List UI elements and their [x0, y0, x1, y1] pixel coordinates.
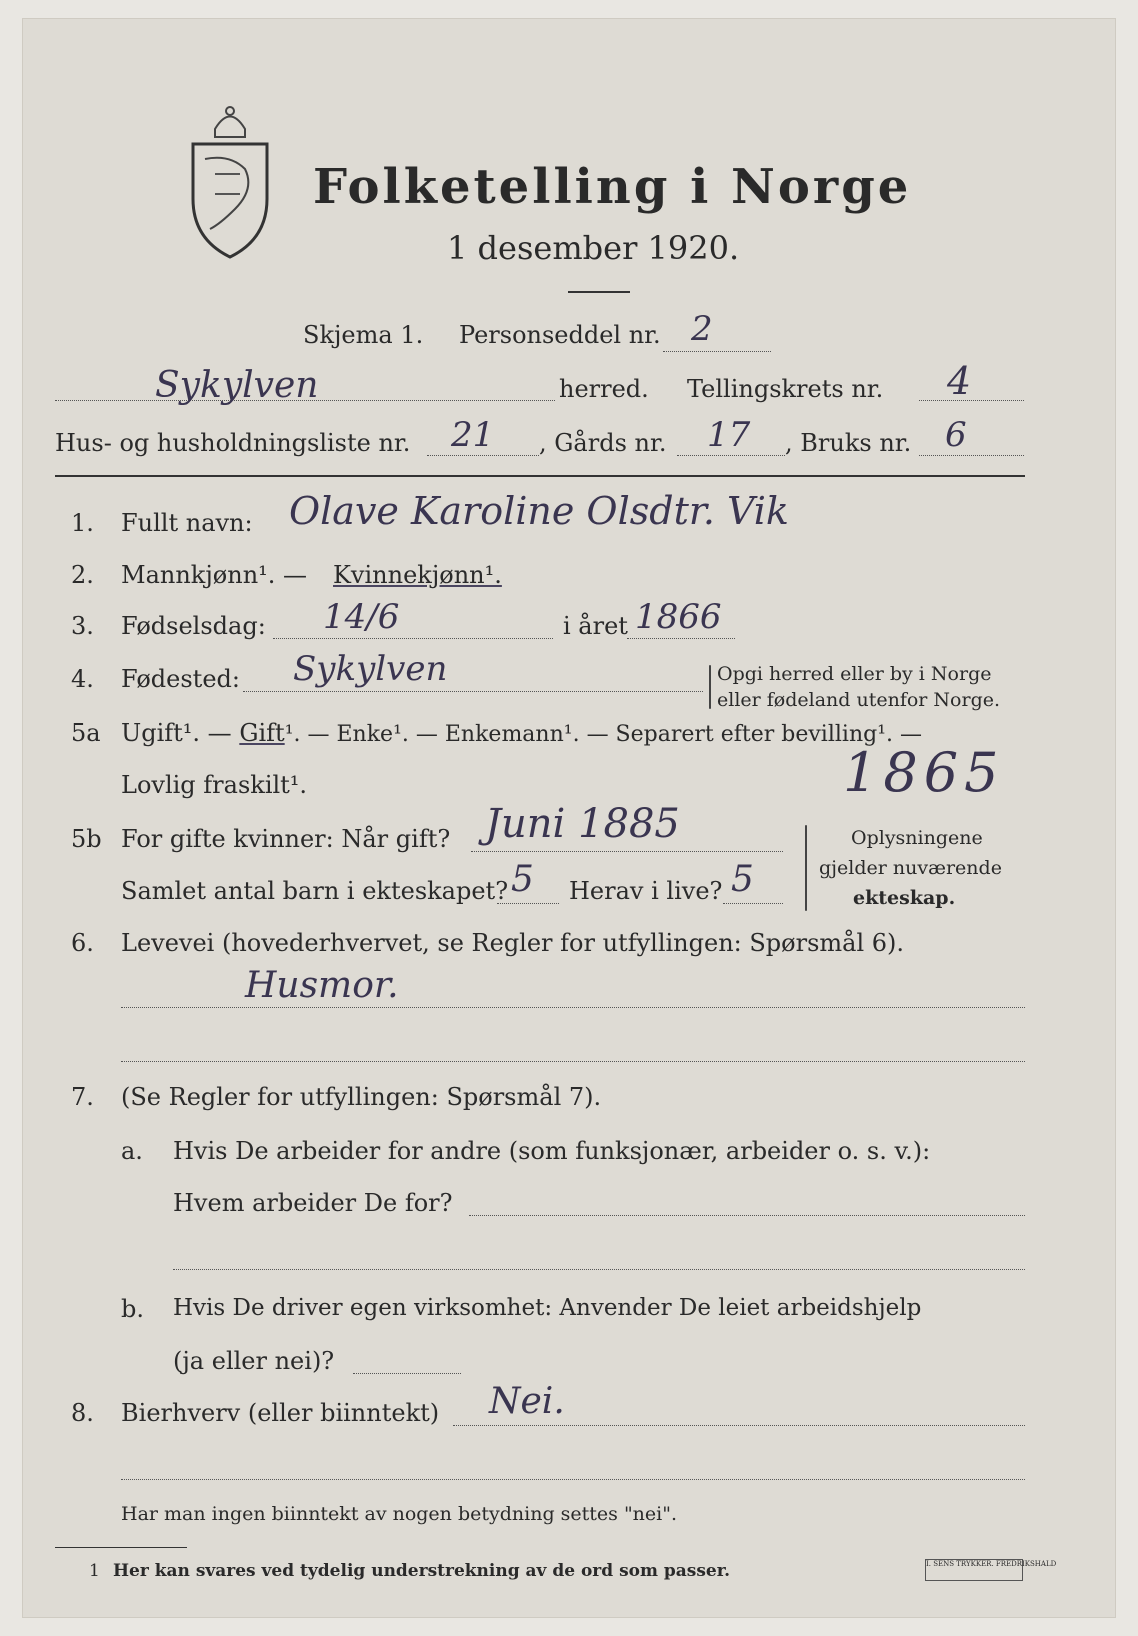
q7-number: 7. [71, 1083, 94, 1111]
mannkjonn-option[interactable]: Mannkjønn¹. — [121, 561, 308, 589]
hired-help-label: (ja eller nei)? [173, 1347, 335, 1375]
q3-number: 3. [71, 612, 94, 640]
q7b-number: b. [121, 1295, 144, 1323]
marriage-note-3: ekteskap. [853, 887, 956, 909]
children-alive-label: Herav i live? [569, 877, 723, 905]
married-when-value[interactable]: Juni 1885 [485, 801, 680, 847]
herred-value[interactable]: Sykylven [155, 365, 319, 406]
gards-label: , Gårds nr. [539, 429, 667, 457]
year-label: i året [563, 612, 628, 640]
gards-value[interactable]: 17 [707, 415, 751, 455]
q6-number: 6. [71, 929, 94, 957]
bruks-value[interactable]: 6 [945, 415, 967, 455]
form-title: Folketelling i Norge [313, 159, 912, 215]
husholdning-label: Hus- og husholdningsliste nr. [55, 429, 411, 457]
q7-label: (Se Regler for utfyllingen: Spørsmål 7). [121, 1083, 602, 1111]
hired-help-field[interactable] [353, 1373, 461, 1374]
side-income-value[interactable]: Nei. [489, 1381, 565, 1422]
personseddel-value[interactable]: 2 [691, 309, 713, 349]
margin-year-note: 1865 [843, 741, 1005, 804]
birthplace-note-2: eller fødeland utenfor Norge. [717, 689, 1001, 711]
ugift-option[interactable]: Ugift¹. — [121, 719, 232, 747]
census-form [22, 18, 1116, 1618]
children-total-label: Samlet antal barn i ekteskapet? [121, 877, 509, 905]
q7b-text: Hvis De driver egen virksomhet: Anvender De leiet arbeidshjelp [173, 1295, 922, 1321]
footnote-mark: 1 [89, 1561, 100, 1581]
personseddel-label: Personseddel nr. [459, 321, 661, 349]
q2-number: 2. [71, 561, 94, 589]
gift-option-underlined[interactable]: Gift [239, 719, 285, 747]
employer-field[interactable] [469, 1215, 1025, 1216]
printer-stamp: I. SENS TRYKKER. FREDRIKSHALD [925, 1559, 1023, 1581]
lovlig-fraskilt-option[interactable]: Lovlig fraskilt¹. [121, 771, 308, 799]
full-name-value[interactable]: Olave Karoline Olsdtr. Vik [289, 489, 789, 533]
tellingskrets-value[interactable]: 4 [947, 359, 972, 403]
q8-label: Bierhverv (eller biinntekt) [121, 1399, 440, 1427]
header-divider [55, 475, 1025, 477]
side-income-note: Har man ingen biinntekt av nogen betydning settes "nei". [121, 1503, 678, 1525]
q8-number: 8. [71, 1399, 94, 1427]
birthplace-value[interactable]: Sykylven [293, 649, 448, 689]
husholdning-value[interactable]: 21 [451, 415, 495, 455]
occupation-value[interactable]: Husmor. [245, 965, 399, 1006]
marital-status-line [121, 719, 922, 747]
marriage-note-2: gjelder nuværende [819, 857, 1002, 879]
coat-of-arms-icon [185, 99, 275, 259]
q1-number: 1. [71, 509, 94, 537]
bruks-label: , Bruks nr. [785, 429, 912, 457]
q7a-number: a. [121, 1137, 143, 1165]
skjema-label: Skjema 1. [303, 321, 424, 349]
birthplace-note-1: Opgi herred eller by i Norge [717, 663, 992, 685]
children-total-value[interactable]: 5 [511, 859, 534, 900]
q3-label: Fødselsdag: [121, 612, 266, 640]
birthday-value[interactable]: 14/6 [323, 597, 400, 637]
children-alive-value[interactable]: 5 [731, 859, 754, 900]
q4-number: 4. [71, 665, 94, 693]
kvinnekjonn-option-underlined[interactable]: Kvinnekjønn¹. [333, 561, 502, 589]
birth-year-value[interactable]: 1866 [635, 597, 722, 637]
q1-label: Fullt navn: [121, 509, 253, 537]
form-date: 1 desember 1920. [447, 229, 740, 267]
footnote-text: Her kan svares ved tydelig understrekning av de ord som passer. [113, 1561, 731, 1581]
marriage-note-1: Oplysningene [851, 827, 983, 849]
q7a-text: Hvis De arbeider for andre (som funksjonær, arbeider o. s. v.): [173, 1137, 931, 1165]
q5a-number: 5a [71, 719, 101, 747]
other-marital-options[interactable]: ¹. — Enke¹. — Enkemann¹. — Separert efter bevilling¹. — [284, 722, 922, 747]
tellingskrets-label: Tellingskrets nr. [687, 375, 884, 403]
footnote-divider [55, 1547, 187, 1548]
married-when-label: For gifte kvinner: Når gift? [121, 825, 451, 853]
employer-label: Hvem arbeider De for? [173, 1189, 453, 1217]
q5b-number: 5b [71, 825, 102, 853]
q6-label: Levevei (hovederhvervet, se Regler for utfyllingen: Spørsmål 6). [121, 929, 905, 957]
q4-label: Fødested: [121, 665, 240, 693]
title-divider [568, 291, 630, 293]
herred-label: herred. [559, 375, 649, 403]
